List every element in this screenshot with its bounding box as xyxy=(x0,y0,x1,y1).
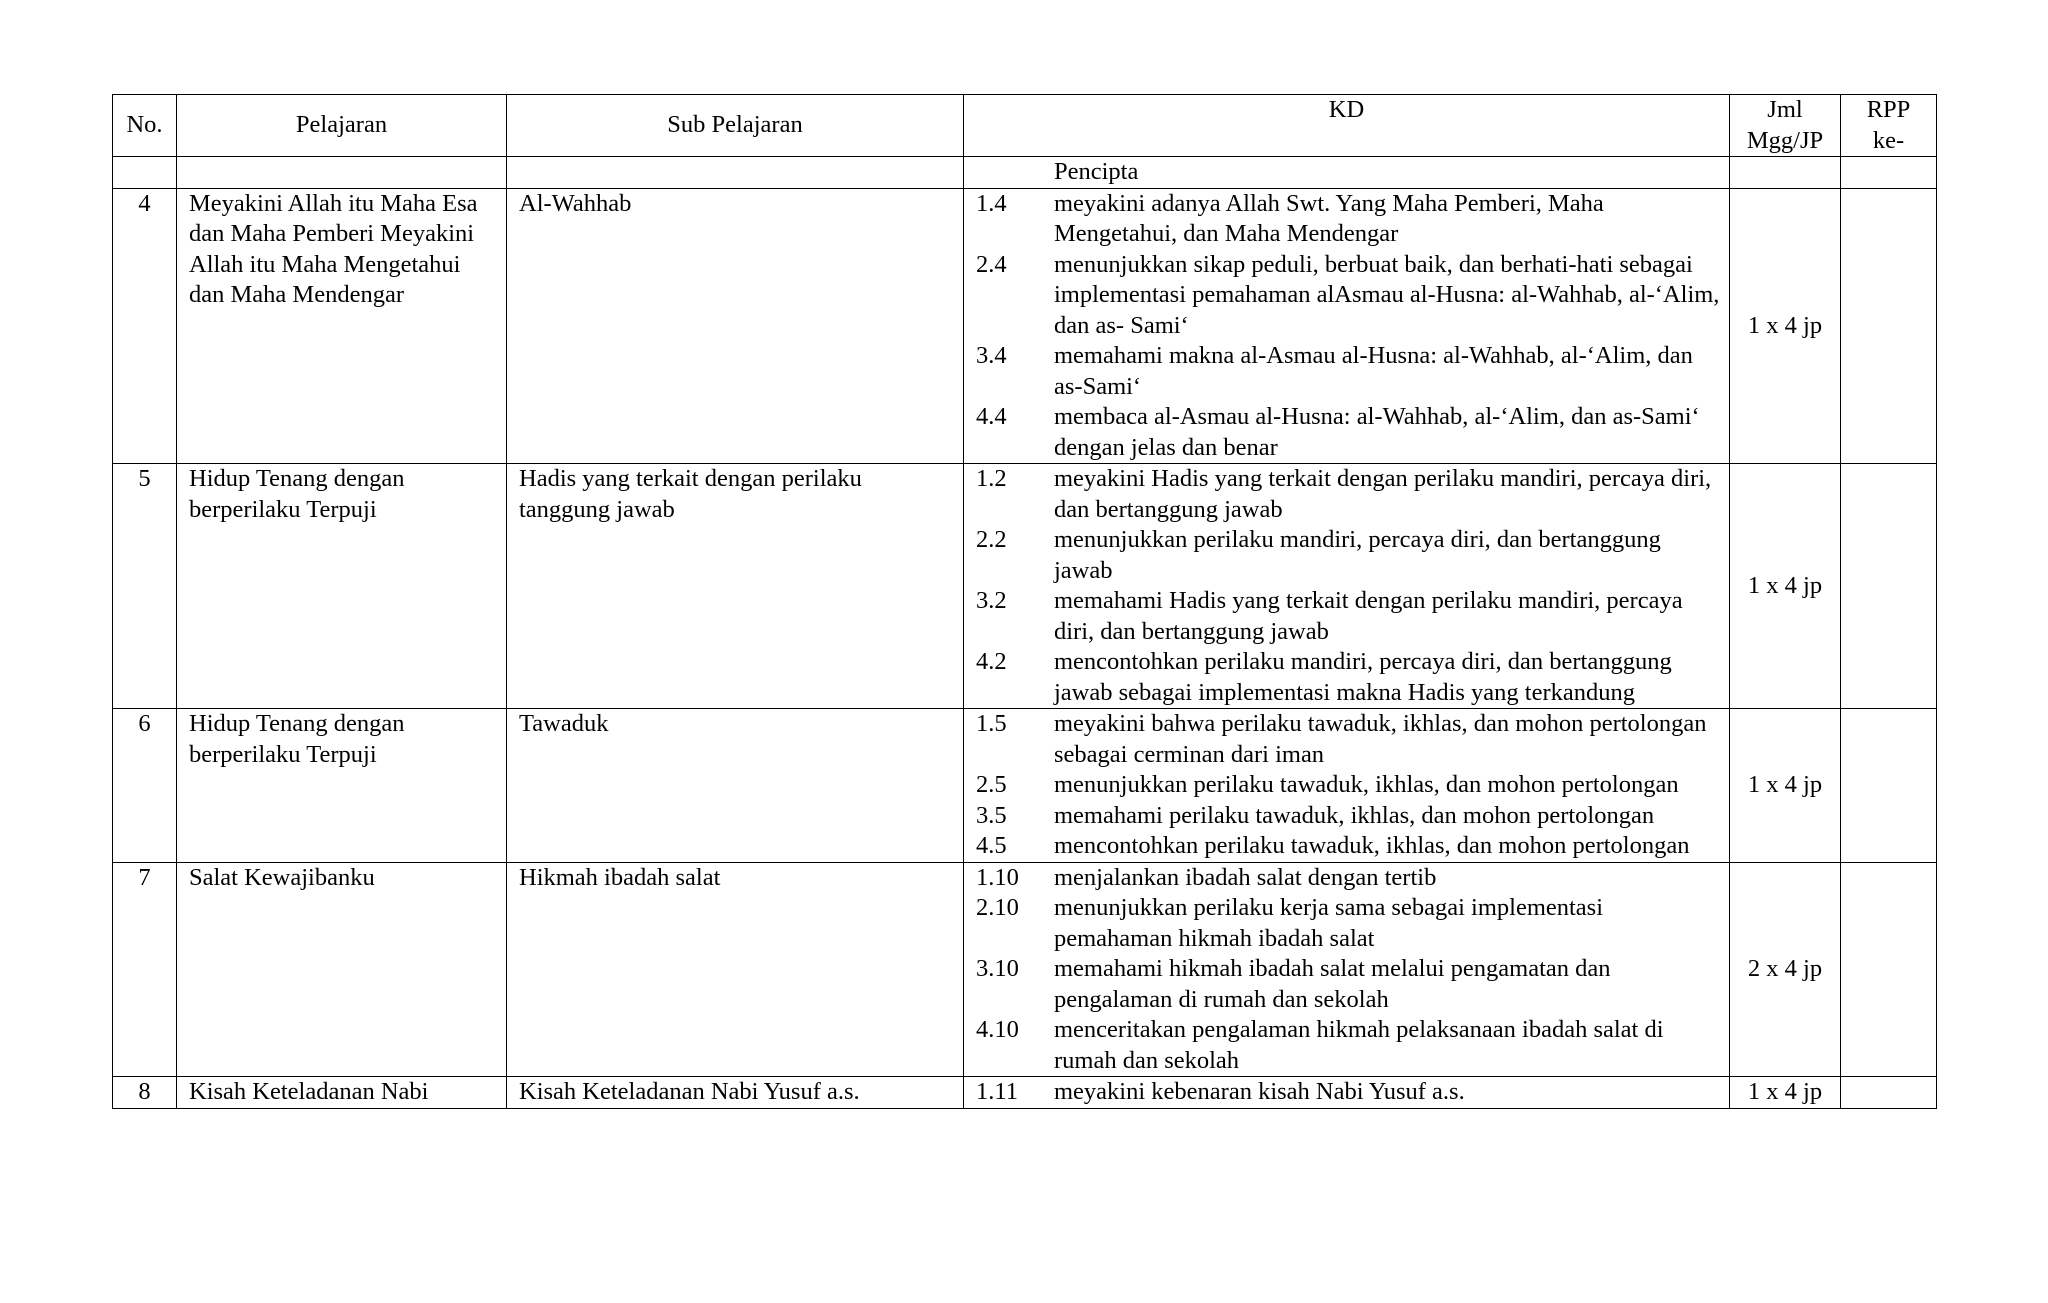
kd-code: 4.5 xyxy=(976,832,1007,859)
continuation-pelajaran xyxy=(177,157,507,189)
kd-text: menceritakan pengalaman hikmah pelaksanaan ibadah salat di rumah dan sekolah xyxy=(1054,1016,1664,1074)
row-pelajaran: Kisah Keteladanan Nabi xyxy=(177,1077,507,1109)
kd-item xyxy=(976,1015,1721,1076)
kd-text: meyakini bahwa perilaku tawaduk, ikhlas, dan mohon pertolongan sebagai cerminan dari iman xyxy=(1054,710,1707,768)
kd-code: 2.2 xyxy=(976,526,1007,553)
kd-text: meyakini kebenaran kisah Nabi Yusuf a.s. xyxy=(1054,1078,1465,1105)
row-sub-pelajaran: Kisah Keteladanan Nabi Yusuf a.s. xyxy=(507,1077,964,1109)
row-pelajaran: Meyakini Allah itu Maha Esa dan Maha Pemberi Meyakini Allah itu Maha Mengetahui dan Maha Mendengar xyxy=(177,188,507,464)
kd-text: memahami Hadis yang terkait dengan perilaku mandiri, percaya diri, dan bertanggung jawab xyxy=(1054,587,1683,645)
kd-text: membaca al-Asmau al-Husna: al-Wahhab, al-‘Alim, dan as-Sami‘ dengan jelas dan benar xyxy=(1054,403,1700,461)
header-jml: Jml Mgg/JP xyxy=(1730,95,1841,157)
document-page xyxy=(112,94,1936,1109)
kd-code: 4.4 xyxy=(976,403,1007,430)
row-jml: 1 x 4 jp xyxy=(1730,1077,1841,1109)
table-row xyxy=(113,464,1937,709)
row-jml: 1 x 4 jp xyxy=(1730,188,1841,464)
kd-text: mencontohkan perilaku tawaduk, ikhlas, dan mohon pertolongan xyxy=(1054,832,1690,859)
kd-item xyxy=(976,863,1721,894)
kd-code: 3.2 xyxy=(976,587,1007,614)
row-pelajaran: Salat Kewajibanku xyxy=(177,862,507,1077)
row-sub-pelajaran: Al-Wahhab xyxy=(507,188,964,464)
kd-code: 2.4 xyxy=(976,250,1007,278)
kd-code: 3.5 xyxy=(976,801,1007,829)
kd-text: memahami makna al-Asmau al-Husna: al-Wahhab, al-‘Alim, dan as-Sami‘ xyxy=(1054,342,1693,400)
kd-text: meyakini adanya Allah Swt. Yang Maha Pemberi, Maha Mengetahui, dan Maha Mendengar xyxy=(1054,189,1604,247)
row-rpp xyxy=(1841,709,1937,863)
row-kd-list xyxy=(964,188,1730,464)
row-jml: 2 x 4 jp xyxy=(1730,862,1841,1077)
row-sub-pelajaran: Hikmah ibadah salat xyxy=(507,862,964,1077)
row-pelajaran: Hidup Tenang dengan berperilaku Terpuji xyxy=(177,709,507,863)
row-kd-list xyxy=(964,862,1730,1077)
kd-text: menunjukkan perilaku tawaduk, ikhlas, dan mohon pertolongan xyxy=(1054,771,1679,798)
row-pelajaran: Hidup Tenang dengan berperilaku Terpuji xyxy=(177,464,507,709)
kd-item xyxy=(976,770,1721,801)
continuation-no xyxy=(113,157,177,189)
kd-item xyxy=(976,1077,1721,1108)
kd-text: Pencipta xyxy=(1054,158,1139,185)
kd-code: 1.2 xyxy=(976,465,1007,492)
row-number: 8 xyxy=(113,1077,177,1109)
kd-item xyxy=(976,402,1721,463)
kd-text: mencontohkan perilaku mandiri, percaya diri, dan bertanggung jawab sebagai implementasi makna Hadis yang terkandung xyxy=(1054,648,1672,706)
continuation-row xyxy=(113,157,1937,189)
kd-code: 2.10 xyxy=(976,894,1019,921)
row-sub-pelajaran: Hadis yang terkait dengan perilaku tanggung jawab xyxy=(507,464,964,709)
row-kd-list xyxy=(964,709,1730,863)
row-kd-list xyxy=(964,464,1730,709)
kd-text: memahami hikmah ibadah salat melalui pengamatan dan pengalaman di rumah dan sekolah xyxy=(1054,955,1611,1013)
header-sub-pelajaran: Sub Pelajaran xyxy=(507,95,964,157)
kd-text: menjalankan ibadah salat dengan tertib xyxy=(1054,863,1437,891)
kd-code: 1.10 xyxy=(976,863,1019,891)
kd-item xyxy=(976,831,1721,862)
row-rpp xyxy=(1841,1077,1937,1109)
kd-item xyxy=(976,341,1721,402)
row-rpp xyxy=(1841,188,1937,464)
row-number: 4 xyxy=(113,188,177,464)
kd-item xyxy=(976,709,1721,770)
kd-item xyxy=(976,954,1721,1015)
kd-text: menunjukkan sikap peduli, berbuat baik, dan berhati-hati sebagai implementasi pemahaman alAsmau al-Husna: al-Wahhab, al-‘Alim, dan as- Sami‘ xyxy=(1054,250,1720,339)
kd-item xyxy=(976,464,1721,525)
header-pelajaran: Pelajaran xyxy=(177,95,507,157)
kd-code: 3.10 xyxy=(976,955,1019,982)
kd-code: 1.11 xyxy=(976,1078,1018,1105)
header-no: No. xyxy=(113,95,177,157)
kd-item xyxy=(976,647,1721,708)
kd-item xyxy=(976,189,1721,250)
kd-item xyxy=(976,893,1721,954)
header-row xyxy=(113,95,1937,157)
row-jml: 1 x 4 jp xyxy=(1730,709,1841,863)
kd-code xyxy=(976,157,1054,188)
continuation-rpp xyxy=(1841,157,1937,189)
kd-code: 1.5 xyxy=(976,710,1007,737)
kd-item xyxy=(976,525,1721,586)
table-row xyxy=(113,1077,1937,1109)
kd-code: 1.4 xyxy=(976,189,1007,217)
row-rpp xyxy=(1841,862,1937,1077)
kd-text: menunjukkan perilaku mandiri, percaya diri, dan bertanggung jawab xyxy=(1054,526,1661,584)
continuation-jml xyxy=(1730,157,1841,189)
kd-item xyxy=(976,157,1721,188)
row-sub-pelajaran: Tawaduk xyxy=(507,709,964,863)
kd-item xyxy=(976,586,1721,647)
row-jml: 1 x 4 jp xyxy=(1730,464,1841,709)
kd-code: 3.4 xyxy=(976,342,1007,369)
header-kd: KD xyxy=(964,95,1730,157)
kd-text: memahami perilaku tawaduk, ikhlas, dan mohon pertolongan xyxy=(1054,801,1655,829)
kd-code: 4.2 xyxy=(976,648,1007,675)
row-number: 5 xyxy=(113,464,177,709)
row-number: 6 xyxy=(113,709,177,863)
kd-code: 2.5 xyxy=(976,771,1007,798)
header-rpp: RPP ke- xyxy=(1841,95,1937,157)
row-rpp xyxy=(1841,464,1937,709)
kd-text: meyakini Hadis yang terkait dengan perilaku mandiri, percaya diri, dan bertanggung jawab xyxy=(1054,465,1712,523)
row-kd-list xyxy=(964,1077,1730,1109)
continuation-sub xyxy=(507,157,964,189)
table-row xyxy=(113,862,1937,1077)
kd-item xyxy=(976,801,1721,832)
continuation-kd xyxy=(964,157,1730,189)
row-number: 7 xyxy=(113,862,177,1077)
kd-code: 4.10 xyxy=(976,1016,1019,1043)
kd-item xyxy=(976,250,1721,342)
table-row xyxy=(113,709,1937,863)
table-body xyxy=(113,157,1937,1109)
kd-table xyxy=(112,94,1937,1109)
kd-text: menunjukkan perilaku kerja sama sebagai implementasi pemahaman hikmah ibadah salat xyxy=(1054,894,1604,952)
table-row xyxy=(113,188,1937,464)
